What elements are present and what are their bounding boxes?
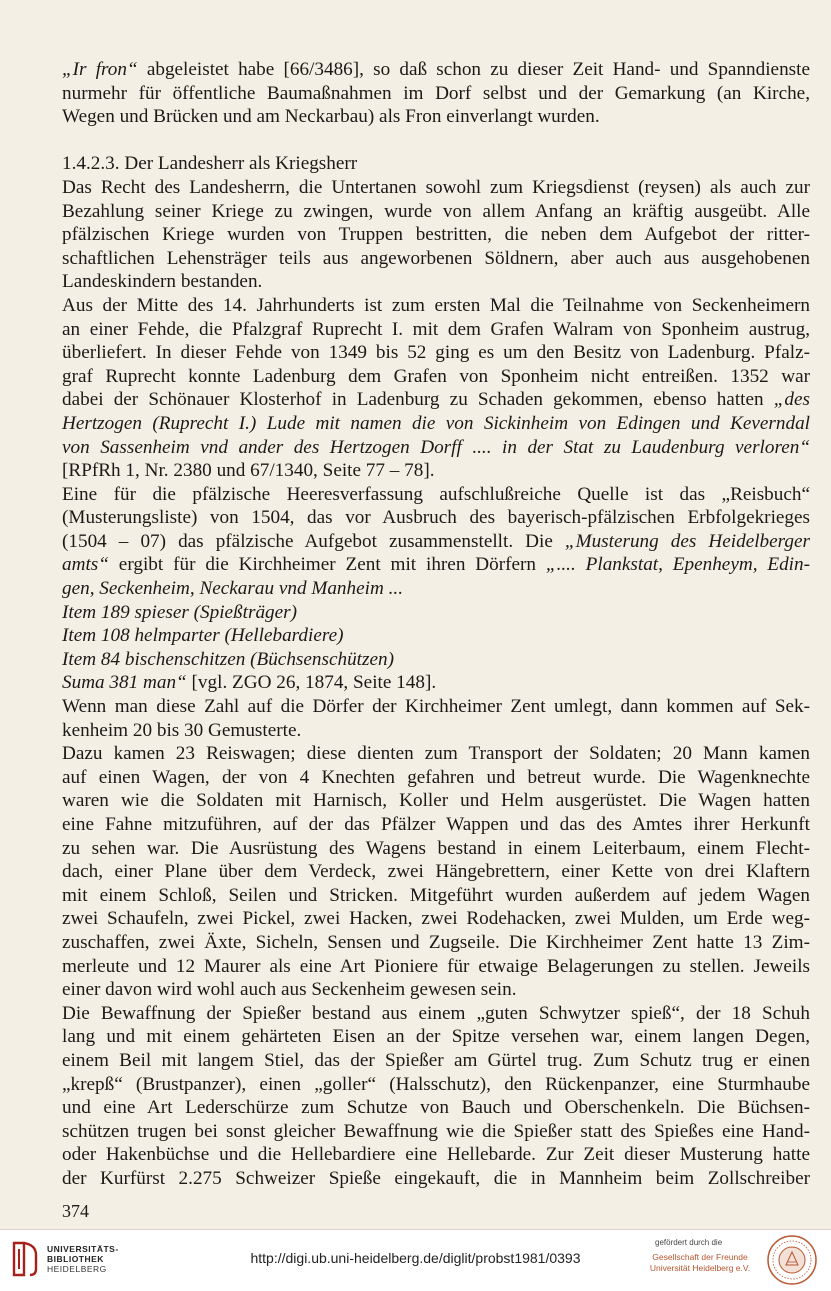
text-line: „krepß“ (Brustpanzer), einen „goller“ (Halsschutz), den Rückenpanzer, eine Sturmhaube	[62, 1073, 810, 1095]
library-name-line2: BIBLIOTHEK	[47, 1254, 104, 1264]
text-line: Die Bewaffnung der Spießer bestand aus einem „guten Schwytzer spieß“, der 18 Schuh	[62, 1002, 810, 1024]
text-line: pfälzischen Kriege wurden von Truppen bestritten, die neben dem Aufgebot der ritter-	[62, 224, 810, 246]
text-line: Item 189 spieser (Spießträger)	[62, 601, 298, 623]
text-line: „Ir fron“ abgeleistet habe [66/3486], so daß schon zu dieser Zeit Hand- und Spanndienste	[62, 59, 810, 80]
text-line: amts“ ergibt für die Kirchheimer Zent mit ihren Dörfern „.... Plankstat, Epenheym, Edin-	[62, 554, 811, 576]
sponsor-caption: gefördert durch die	[655, 1238, 723, 1247]
text-line: dach, einer Plane über dem Verdeck, zwei Hängebrettern, einer Kette von drei Klaftern	[62, 861, 810, 883]
text-line: zwei Schaufeln, zwei Pickel, zwei Hacken, zwei Rodehacken, zwei Mulden, um Erde weg-	[62, 908, 810, 930]
page-number: 374	[62, 1201, 89, 1221]
paragraph-gap	[62, 129, 810, 153]
text-line: Hertzogen (Ruprecht I.) Lude mit namen die von Sickinheim von Edingen und Keverndal	[62, 412, 810, 434]
section-heading: 1.4.2.3. Der Landesherr als Kriegsherr	[62, 153, 358, 175]
text-line: überliefert. In dieser Fehde von 1349 bis 52 ging es um den Besitz von Ladenburg. Pfalz-	[62, 342, 810, 364]
text-line: der Kurfürst 2.275 Schweizer Spieße eingekauft, die in Mannheim beim Zollschreiber	[62, 1167, 810, 1189]
text-line: Dazu kamen 23 Reiswagen; diese dienten zum Transport der Soldaten; 20 Mann kamen	[62, 743, 810, 765]
sponsor-line2: Universität Heidelberg e.V.	[649, 1263, 751, 1273]
text-line: Eine für die pfälzische Heeresverfassung aufschlußreiche Quelle ist das „Reisbuch“	[62, 483, 810, 505]
text-line: zuschaffen, zwei Äxte, Sicheln, Sensen und Zugseile. Die Kirchheimer Zent hatte 13 Zim-	[62, 931, 810, 953]
university-seal-icon	[766, 1234, 818, 1286]
text-line: (1504 – 07) das pfälzische Aufgebot zusammenstellt. Die „Musterung des Heidelberger	[62, 530, 810, 552]
text-line: [RPfRh 1, Nr. 2380 und 67/1340, Seite 77 – 78].	[62, 460, 435, 482]
text-line: einer davon wird wohl auch aus Seckenheim gewesen sein.	[62, 979, 517, 1001]
text-line: Bezahlung seiner Kriege zu zwingen, wurde von allem Anfang an kräftig ausgeübt. Alle	[62, 200, 810, 222]
text-line: Wenn man diese Zahl auf die Dörfer der Kirchheimer Zent umlegt, dann kommen auf Sek-	[62, 696, 810, 718]
document-url[interactable]: http://digi.ub.uni-heidelberg.de/diglit/probst1981/0393	[250, 1250, 581, 1266]
text-line: gen, Seckenheim, Neckarau vnd Manheim ...	[62, 578, 403, 600]
text-line: einem Beil mit langem Stiel, das der Spießer am Gürtel trug. Zum Schutz trug er einen	[62, 1049, 810, 1071]
text-line: und eine Art Lederschürze zum Schutze von Bauch und Oberschenkeln. Die Büchsen-	[62, 1097, 810, 1119]
text-line: schützen trugen bei sonst gleicher Bewaffnung wie die Spießer statt des Spießes eine Hand-	[62, 1120, 810, 1142]
text-line: waren wie die Soldaten mit Harnisch, Koller und Helm ausgerüstet. Die Wagen hatten	[62, 790, 810, 812]
text-line: Item 108 helmparter (Hellebardiere)	[62, 625, 344, 647]
text-line: Das Recht des Landesherrn, die Untertanen sowohl zum Kriegsdienst (reysen) als auch zur	[62, 176, 810, 198]
text-line: Wegen und Brücken und am Neckarbau) als Fron einverlangt wurden.	[62, 106, 600, 128]
text-line: merleute und 12 Maurer als eine Art Pioniere für etwaige Belagerungen zu stellen. Jeweils	[62, 955, 810, 977]
text-line: zu sehen war. Die Ausrüstung des Wagens bestand in einem Leiterbaum, einem Flecht-	[62, 837, 810, 859]
text-line: nurmehr für öffentliche Baumaßnahmen im Dorf selbst und der Gemarkung (an Kirche,	[62, 82, 810, 104]
text-line: lang und mit einem gehärteten Eisen an der Spitze versehen war, einem langen Degen,	[62, 1026, 810, 1048]
body-text	[62, 58, 810, 1191]
sponsor-line1: Gesellschaft der Freunde	[652, 1252, 748, 1262]
text-line: Item 84 bischenschitzen (Büchsenschützen)	[62, 648, 394, 670]
text-line: Landeskindern bestanden.	[62, 271, 263, 293]
text-line: von Sassenheim vnd ander des Hertzogen Dorff .... in der Stat zu Laudenburg verloren“	[62, 436, 810, 458]
text-line: schaftlichen Lehensträger teils aus angeworbenen Söldnern, aber auch aus ausgehobenen	[62, 247, 810, 269]
text-line: (Musterungsliste) von 1504, das vor Ausbruch des bayerisch-pfälzischen Erbfolgekrieges	[62, 507, 810, 529]
text-line: graf Ruprecht konnte Ladenburg dem Grafen von Sponheim nicht entreißen. 1352 war	[62, 365, 810, 387]
sponsor-name[interactable]	[640, 1252, 760, 1274]
text-line: mit einem Schloß, Seilen und Stricken. Mitgeführt wurden außerdem auf jedem Wagen	[62, 884, 810, 906]
viewer-footer	[0, 1229, 831, 1291]
text-line: an einer Fehde, die Pfalzgraf Ruprecht I. mit dem Grafen Walram von Sponheim austrug,	[62, 318, 810, 340]
library-name-line3: HEIDELBERG	[47, 1264, 107, 1274]
text-line: Suma 381 man“ [vgl. ZGO 26, 1874, Seite 148].	[62, 672, 437, 694]
library-name-line1: UNIVERSITÄTS-	[47, 1244, 119, 1254]
text-line: dabei der Schönauer Klosterhof in Ladenburg zu Schaden gekommen, ebenso hatten „des	[62, 389, 810, 411]
text-line: Aus der Mitte des 14. Jahrhunderts ist zum ersten Mal die Teilnahme von Seckenheimern	[62, 294, 810, 316]
text-line: oder Hakenbüchse und die Hellebardiere eine Hellebarde. Zur Zeit dieser Musterung hatte	[62, 1144, 810, 1166]
text-line: auf einen Wagen, der von 4 Knechten gefahren und betreut wurde. Die Wagenknechte	[62, 766, 810, 788]
text-line: kenheim 20 bis 30 Gemusterte.	[62, 719, 302, 741]
text-line: eine Fahne mitzuführen, auf der das Pfälzer Wappen und das des Amtes ihrer Herkunft	[62, 814, 810, 835]
